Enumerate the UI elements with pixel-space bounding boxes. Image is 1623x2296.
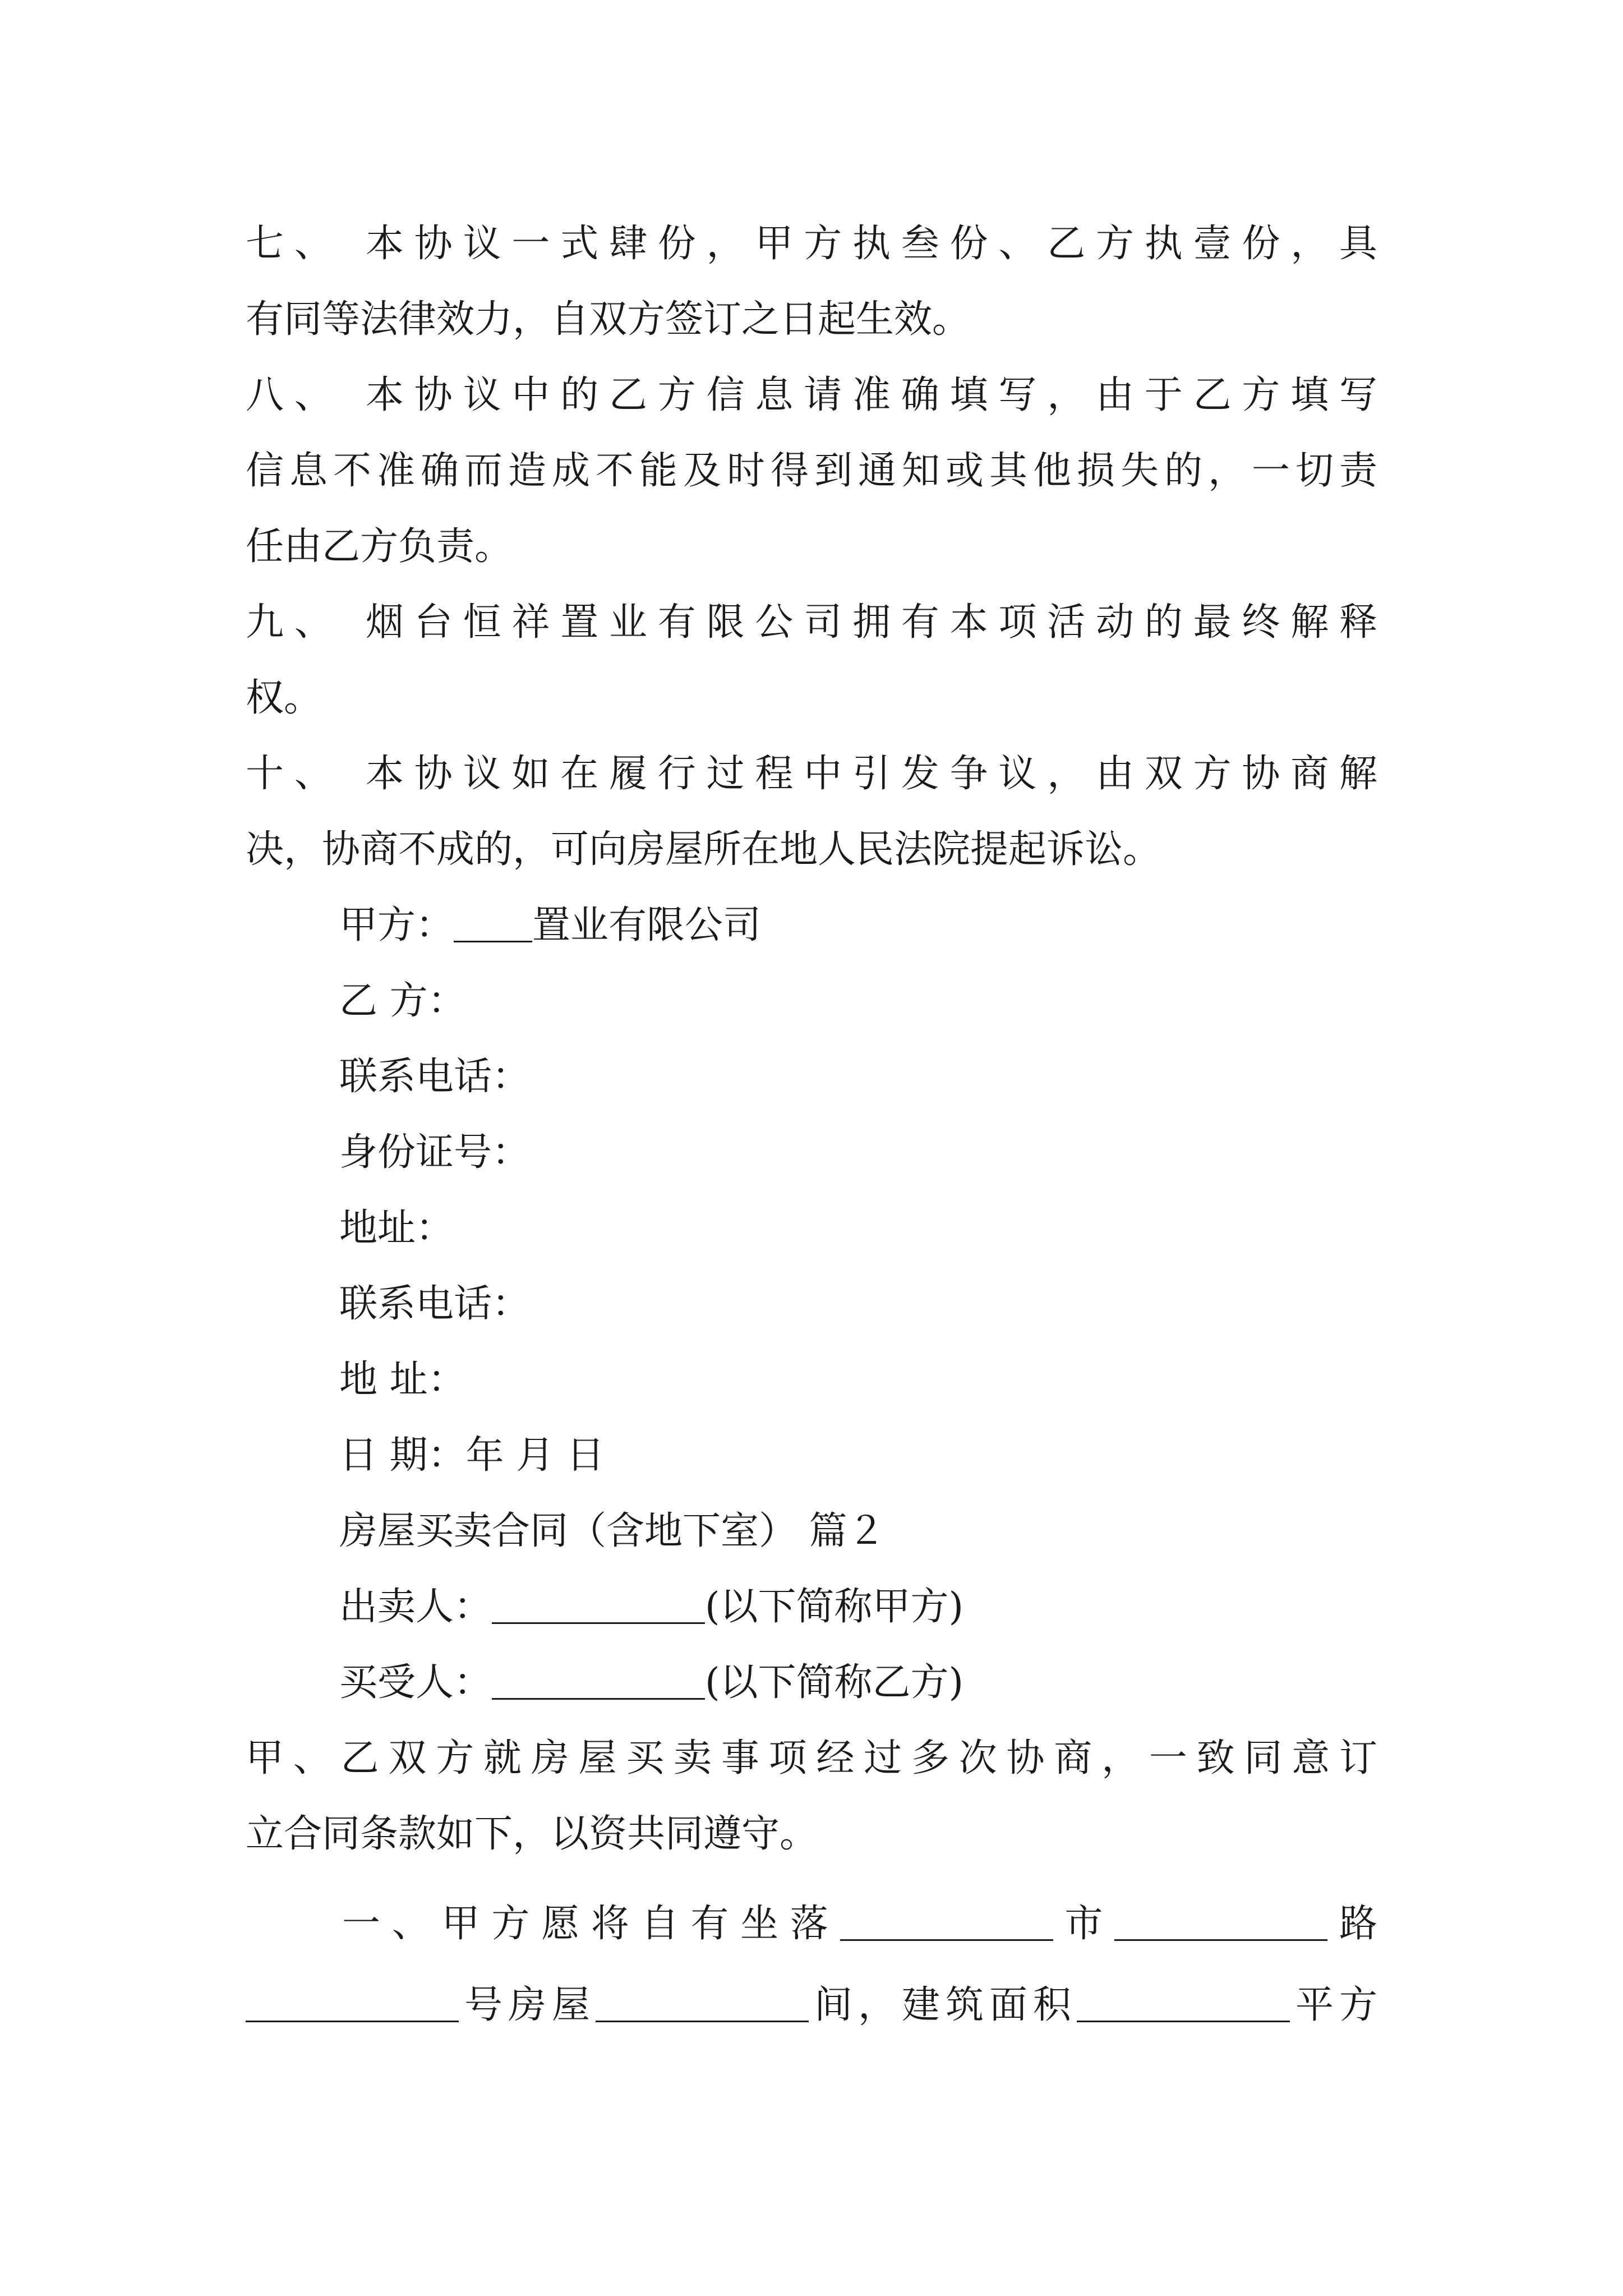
clause-9-line-2: 权。 xyxy=(246,676,322,720)
buyer-suffix: (以下简称乙方) xyxy=(705,1660,964,1705)
party-a-value: 置业有限公司 xyxy=(532,903,762,947)
clause-1-part-4: 号房屋 xyxy=(459,1983,596,2027)
clause-1-part-6: 平方 xyxy=(1289,1983,1377,2027)
clause-1-blank-3 xyxy=(246,1981,459,2022)
seller-suffix: (以下简称甲方) xyxy=(705,1585,964,1629)
clause-9-line-1: 九、 烟台恒祥置业有限公司拥有本项活动的最终解释 xyxy=(246,600,1377,645)
clause-1-part-1: 一、甲方愿将自有坐落 xyxy=(342,1902,840,1946)
address-label-2: 地 址： xyxy=(339,1358,466,1402)
buyer-blank xyxy=(492,1659,705,1700)
clause-10-line-1: 十、 本协议如在履行过程中引发争议，由双方协商解 xyxy=(246,752,1377,796)
party-a-line xyxy=(339,898,761,954)
clause-1-blank-4 xyxy=(596,1981,809,2022)
seller-label: 出卖人： xyxy=(339,1585,492,1629)
phone-label-2: 联系电话： xyxy=(339,1282,531,1326)
intro-line-2: 立合同条款如下，以资共同遵守。 xyxy=(246,1812,818,1856)
buyer-line xyxy=(339,1655,963,1711)
intro-line-1: 甲、乙双方就房屋买卖事项经过多次协商，一致同意订 xyxy=(246,1736,1377,1780)
section-2-title: 房屋买卖合同（含地下室） 篇２ xyxy=(339,1509,886,1553)
clause-1-part-3: 路 xyxy=(1327,1902,1377,1946)
clause-7-line-1: 七、 本协议一式肆份，甲方执叁份、乙方执壹份，具 xyxy=(246,222,1377,266)
id-number-label: 身份证号： xyxy=(339,1130,531,1175)
clause-1-blank-2 xyxy=(1114,1900,1327,1941)
clause-1-line-1 xyxy=(342,1896,1377,1952)
clause-7-line-2: 有同等法律效力，自双方签订之日起生效。 xyxy=(246,297,971,342)
clause-1-line-2 xyxy=(246,1977,1377,2033)
clause-1-part-5: 间，建筑面积 xyxy=(809,1983,1077,2027)
clause-1-blank-1 xyxy=(840,1900,1053,1941)
address-label-1: 地址： xyxy=(339,1206,454,1250)
clause-8-line-1: 八、 本协议中的乙方信息请准确填写，由于乙方填写 xyxy=(246,373,1377,417)
date-label: 日 期：年 月 日 xyxy=(339,1433,605,1478)
seller-line xyxy=(339,1579,963,1635)
party-a-blank xyxy=(454,901,532,942)
party-b-label: 乙 方： xyxy=(339,979,466,1023)
seller-blank xyxy=(492,1583,705,1624)
buyer-label: 买受人： xyxy=(339,1660,492,1705)
clause-1-part-2: 市 xyxy=(1053,1902,1115,1946)
clause-10-line-2: 决，协商不成的，可向房屋所在地人民法院提起诉讼。 xyxy=(246,827,1161,872)
party-a-label: 甲方： xyxy=(339,903,454,947)
clause-8-line-3: 任由乙方负责。 xyxy=(246,524,513,569)
clause-8-line-2: 信息不准确而造成不能及时得到通知或其他损失的，一切责 xyxy=(246,449,1377,493)
clause-1-blank-5 xyxy=(1077,1981,1290,2022)
phone-label-1: 联系电话： xyxy=(339,1055,531,1099)
